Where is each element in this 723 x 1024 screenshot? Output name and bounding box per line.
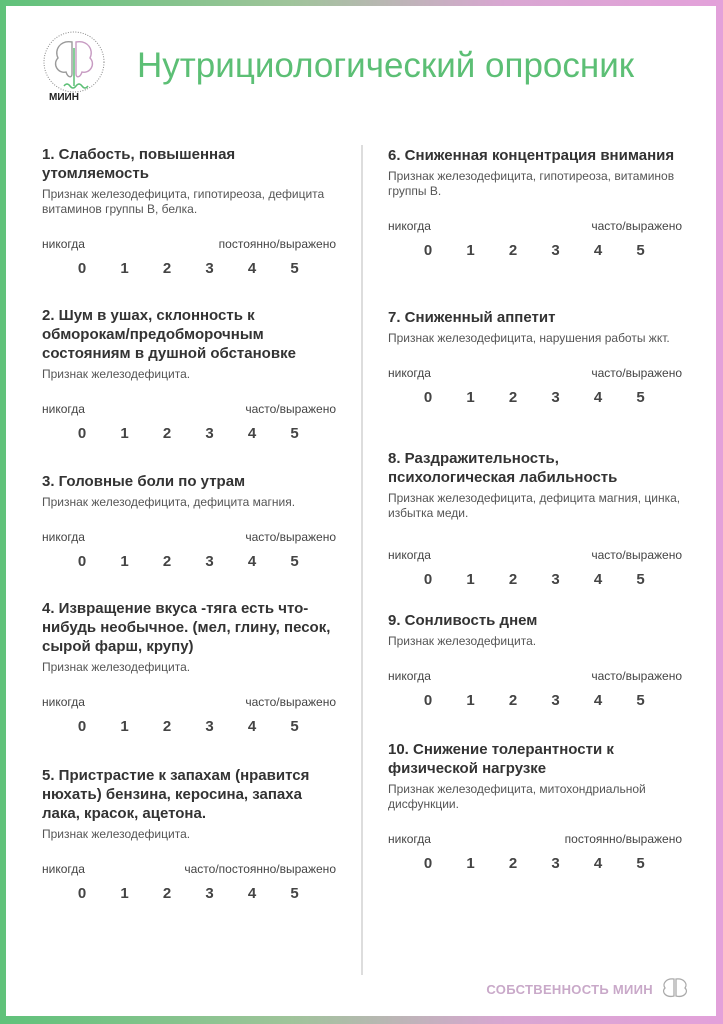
scale-option-5[interactable]: 5 — [636, 242, 645, 259]
scale-option-3[interactable]: 3 — [551, 389, 560, 406]
rating-scale — [42, 718, 336, 736]
scale-labels — [388, 548, 682, 562]
scale-option-5[interactable]: 5 — [636, 692, 645, 709]
scale-option-2[interactable]: 2 — [508, 692, 518, 709]
question-description: Признак железодефицита, дефицита магния. — [42, 495, 296, 509]
question-description: Признак железодефицита, дефицита магния, цинка, избытка меди. — [388, 491, 681, 520]
scale-labels — [388, 832, 682, 846]
question-8 — [388, 449, 688, 589]
scale-option-1[interactable]: 1 — [466, 389, 475, 406]
scale-high-label: часто/выражено — [245, 530, 336, 544]
scale-low-label: никогда — [42, 402, 85, 416]
scale-option-2[interactable]: 2 — [162, 718, 172, 735]
column-divider — [361, 145, 363, 975]
scale-option-4[interactable]: 4 — [593, 855, 603, 872]
scale-low-label: никогда — [42, 695, 85, 709]
question-title: 3. Головные боли по утрам — [42, 473, 246, 490]
question-description: Признак железодефицита, нарушения работы жкт. — [388, 331, 670, 345]
scale-option-5[interactable]: 5 — [290, 260, 299, 277]
scale-option-3[interactable]: 3 — [551, 692, 560, 709]
scale-option-5[interactable]: 5 — [290, 425, 299, 442]
scale-option-0[interactable]: 0 — [77, 718, 87, 735]
scale-option-3[interactable]: 3 — [205, 553, 214, 570]
scale-option-1[interactable]: 1 — [466, 571, 475, 588]
question-description: Признак железодефицита, гипотиреоза, витаминов группы В. — [388, 169, 675, 198]
scale-option-1[interactable]: 1 — [120, 553, 129, 570]
scale-labels — [42, 862, 336, 876]
question-3 — [42, 472, 342, 571]
scale-labels — [388, 669, 682, 683]
question-description: Признак железодефицита. — [42, 367, 191, 381]
question-2 — [42, 306, 342, 443]
question-1 — [42, 145, 342, 278]
scale-option-2[interactable]: 2 — [162, 553, 172, 570]
scale-option-0[interactable]: 0 — [423, 855, 433, 872]
scale-labels — [42, 530, 336, 544]
rating-scale — [388, 389, 682, 407]
question-4 — [42, 599, 342, 736]
scale-option-4[interactable]: 4 — [593, 389, 603, 406]
scale-high-label: часто/выражено — [591, 548, 682, 562]
scale-option-4[interactable]: 4 — [593, 692, 603, 709]
rating-scale — [42, 885, 336, 903]
scale-high-label: часто/выражено — [245, 402, 336, 416]
scale-option-3[interactable]: 3 — [551, 855, 560, 872]
scale-low-label: никогда — [388, 366, 431, 380]
scale-option-5[interactable]: 5 — [636, 389, 645, 406]
scale-option-2[interactable]: 2 — [162, 425, 172, 442]
question-description: Признак железодефицита. — [388, 634, 537, 648]
scale-option-2[interactable]: 2 — [508, 242, 518, 259]
rating-scale — [388, 855, 682, 873]
scale-low-label: никогда — [42, 530, 85, 544]
scale-high-label: часто/постоянно/выражено — [184, 862, 336, 876]
rating-scale — [388, 242, 682, 260]
scale-labels — [388, 219, 682, 233]
scale-option-4[interactable]: 4 — [247, 425, 257, 442]
scale-option-0[interactable]: 0 — [423, 571, 433, 588]
scale-option-5[interactable]: 5 — [636, 855, 645, 872]
scale-option-3[interactable]: 3 — [551, 571, 560, 588]
scale-option-0[interactable]: 0 — [77, 553, 87, 570]
question-title: 10. Снижение толерантности к физической нагрузке — [388, 741, 614, 777]
question-description: Признак железодефицита, митохондриальной дисфункции. — [388, 782, 646, 811]
scale-option-2[interactable]: 2 — [162, 885, 172, 902]
scale-labels — [388, 366, 682, 380]
scale-low-label: никогда — [388, 832, 431, 846]
rating-scale — [42, 260, 336, 278]
scale-option-0[interactable]: 0 — [77, 260, 87, 277]
question-title: 8. Раздражительность, психологическая лабильность — [388, 450, 618, 486]
scale-option-3[interactable]: 3 — [205, 260, 214, 277]
scale-low-label: никогда — [388, 219, 431, 233]
question-title: 7. Сниженный аппетит — [388, 309, 556, 326]
question-5 — [42, 766, 342, 903]
question-7 — [388, 308, 688, 407]
scale-option-2[interactable]: 2 — [162, 260, 172, 277]
scale-option-2[interactable]: 2 — [508, 389, 518, 406]
question-title: 2. Шум в ушах, склонность к обморокам/предобморочным состояниям в душной обстановке — [42, 307, 296, 362]
scale-option-4[interactable]: 4 — [593, 571, 603, 588]
scale-option-4[interactable]: 4 — [247, 718, 257, 735]
question-10 — [388, 740, 688, 873]
scale-option-0[interactable]: 0 — [423, 692, 433, 709]
footer-ownership: СОБСТВЕННОСТЬ МИИН — [486, 982, 653, 997]
scale-option-5[interactable]: 5 — [290, 885, 299, 902]
question-title: 9. Сонливость днем — [388, 612, 538, 629]
scale-option-4[interactable]: 4 — [247, 260, 257, 277]
question-9 — [388, 611, 688, 710]
scale-option-1[interactable]: 1 — [120, 885, 129, 902]
scale-option-0[interactable]: 0 — [77, 425, 87, 442]
scale-high-label: постоянно/выражено — [218, 237, 336, 251]
scale-high-label: постоянно/выражено — [564, 832, 682, 846]
scale-low-label: никогда — [42, 237, 85, 251]
scale-option-3[interactable]: 3 — [205, 885, 214, 902]
scale-option-3[interactable]: 3 — [205, 425, 214, 442]
scale-option-1[interactable]: 1 — [466, 855, 475, 872]
scale-low-label: никогда — [42, 862, 85, 876]
rating-scale — [42, 553, 336, 571]
rating-scale — [388, 571, 682, 589]
scale-option-2[interactable]: 2 — [508, 855, 518, 872]
question-description: Признак железодефицита, гипотиреоза, дефицита витаминов группы В, белка. — [42, 187, 325, 216]
scale-low-label: никогда — [388, 548, 431, 562]
scale-labels — [42, 237, 336, 251]
scale-option-3[interactable]: 3 — [205, 718, 214, 735]
logo-text: МИИН — [49, 92, 79, 103]
question-title: 1. Слабость, повышенная утомляемость — [42, 146, 236, 182]
scale-option-5[interactable]: 5 — [290, 553, 299, 570]
scale-option-5[interactable]: 5 — [290, 718, 299, 735]
scale-option-1[interactable]: 1 — [120, 260, 129, 277]
question-title: 4. Извращение вкуса -тяга есть что-нибудь необычное. (мел, глину, песок, сырой фарш, крупу) — [42, 600, 331, 655]
question-title: 6. Сниженная концентрация внимания — [388, 147, 675, 164]
scale-option-1[interactable]: 1 — [466, 242, 475, 259]
page-title: Нутрициологический опросник — [137, 46, 635, 85]
scale-high-label: часто/выражено — [591, 366, 682, 380]
rating-scale — [42, 425, 336, 443]
scale-option-2[interactable]: 2 — [508, 571, 518, 588]
scale-option-1[interactable]: 1 — [120, 718, 129, 735]
scale-option-3[interactable]: 3 — [551, 242, 560, 259]
question-description: Признак железодефицита. — [42, 827, 191, 841]
brain-icon — [657, 976, 693, 1000]
question-6 — [388, 146, 688, 260]
rating-scale — [388, 692, 682, 710]
scale-option-5[interactable]: 5 — [636, 571, 645, 588]
scale-low-label: никогда — [388, 669, 431, 683]
scale-option-0[interactable]: 0 — [423, 389, 433, 406]
question-title: 5. Пристрастие к запахам (нравится нюхать) бензина, керосина, запаха лака, красок, ацетона. — [42, 767, 310, 822]
scale-option-4[interactable]: 4 — [247, 553, 257, 570]
scale-option-4[interactable]: 4 — [593, 242, 603, 259]
scale-high-label: часто/выражено — [245, 695, 336, 709]
scale-high-label: часто/выражено — [591, 669, 682, 683]
scale-option-0[interactable]: 0 — [77, 885, 87, 902]
scale-high-label: часто/выражено — [591, 219, 682, 233]
scale-labels — [42, 695, 336, 709]
scale-option-4[interactable]: 4 — [247, 885, 257, 902]
scale-option-0[interactable]: 0 — [423, 242, 433, 259]
scale-option-1[interactable]: 1 — [466, 692, 475, 709]
question-description: Признак железодефицита. — [42, 660, 191, 674]
scale-option-1[interactable]: 1 — [120, 425, 129, 442]
scale-labels — [42, 402, 336, 416]
